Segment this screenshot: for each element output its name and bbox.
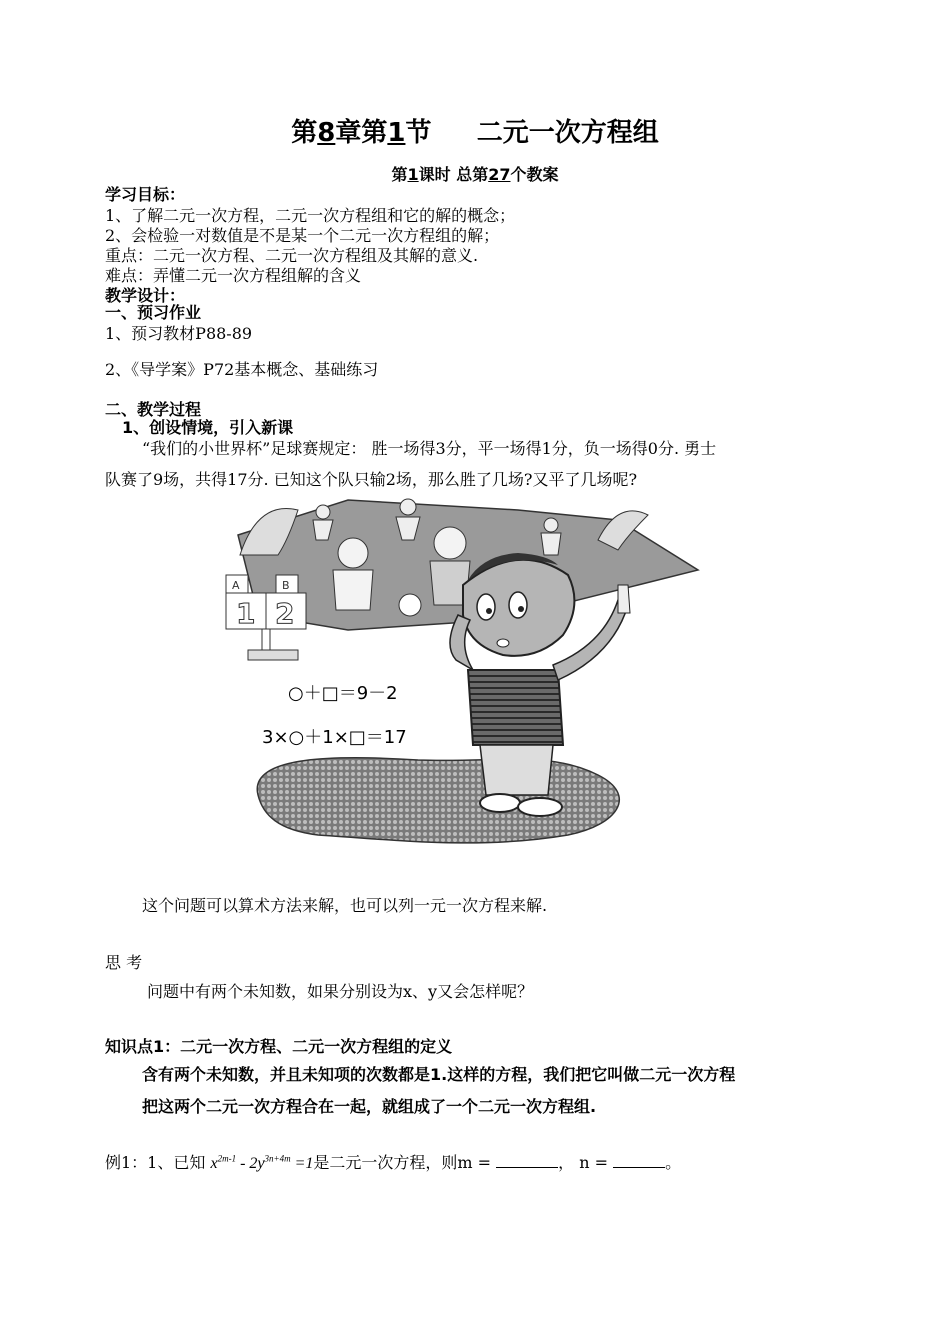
answer-blank-m[interactable] [496, 1153, 558, 1168]
illustration-equation-1: ○＋□＝9－2 [288, 683, 398, 704]
page-title: 第8章第1节 二元一次方程组 [291, 118, 659, 148]
definition-equation: 含有两个未知数，并且未知项的次数都是1.这样的方程，我们把它叫做二元一次方程 [142, 1065, 736, 1084]
solve-note: 这个问题可以算术方法来解，也可以列一元一次方程来解. [142, 896, 548, 915]
preview-item: 1、预习教材P88-89 [105, 324, 253, 343]
football-illustration [218, 495, 718, 857]
preview-item: 2、《导学案》P72基本概念、基础练习 [105, 360, 379, 379]
problem-text-line1: “我们的小世界杯”足球赛规定： 胜一场得3分，平一场得1分，负一场得0分. 勇士 [142, 439, 717, 458]
answer-blank-n[interactable] [613, 1153, 665, 1168]
board-letter-a: A [232, 579, 240, 592]
key-point: 重点：二元一次方程、二元一次方程组及其解的意义. [105, 246, 479, 265]
knowledge-heading: 知识点1：二元一次方程、二元一次方程组的定义 [105, 1037, 453, 1056]
objectives-heading: 学习目标： [105, 185, 186, 204]
process-heading: 二、教学过程 [105, 400, 202, 419]
objective-item: 1、了解二元一次方程，二元一次方程组和它的解的概念； [105, 206, 516, 225]
board-letter-b: B [282, 579, 290, 592]
example-1: 例1：1、已知 $x^{2m-1} - 2y^{3n+4m} =1$是二元一次方程，则m = ， n = 。 [105, 1153, 682, 1172]
lesson-subtitle: 第1课时 总第27个教案 [391, 165, 559, 184]
objective-item: 2、会检验一对数值是不是某一个二元一次方程组的解； [105, 226, 500, 245]
think-question: 问题中有两个未知数，如果分别设为x、y又会怎样呢？ [147, 982, 534, 1001]
design-heading: 教学设计： [105, 286, 186, 305]
definition-system: 把这两个二元一次方程合在一起，就组成了一个二元一次方程组. [142, 1097, 597, 1116]
step1-heading: 1、创设情境，引入新课 [122, 418, 294, 437]
problem-text-line2: 队赛了9场，共得17分. 已知这个队只输2场，那么胜了几场?又平了几场呢? [105, 470, 638, 489]
board-number-2: 2 [275, 597, 295, 630]
preview-heading: 一、预习作业 [105, 303, 202, 322]
difficult-point: 难点：弄懂二元一次方程组解的含义 [105, 266, 362, 285]
illustration-equation-2: 3×○＋1×□＝17 [262, 727, 407, 748]
think-label: 思 考 [105, 953, 143, 972]
board-number-1: 1 [236, 597, 256, 630]
equation-formula: $x^{2m-1} - 2y^{3n+4m} =1$ [210, 1153, 314, 1172]
